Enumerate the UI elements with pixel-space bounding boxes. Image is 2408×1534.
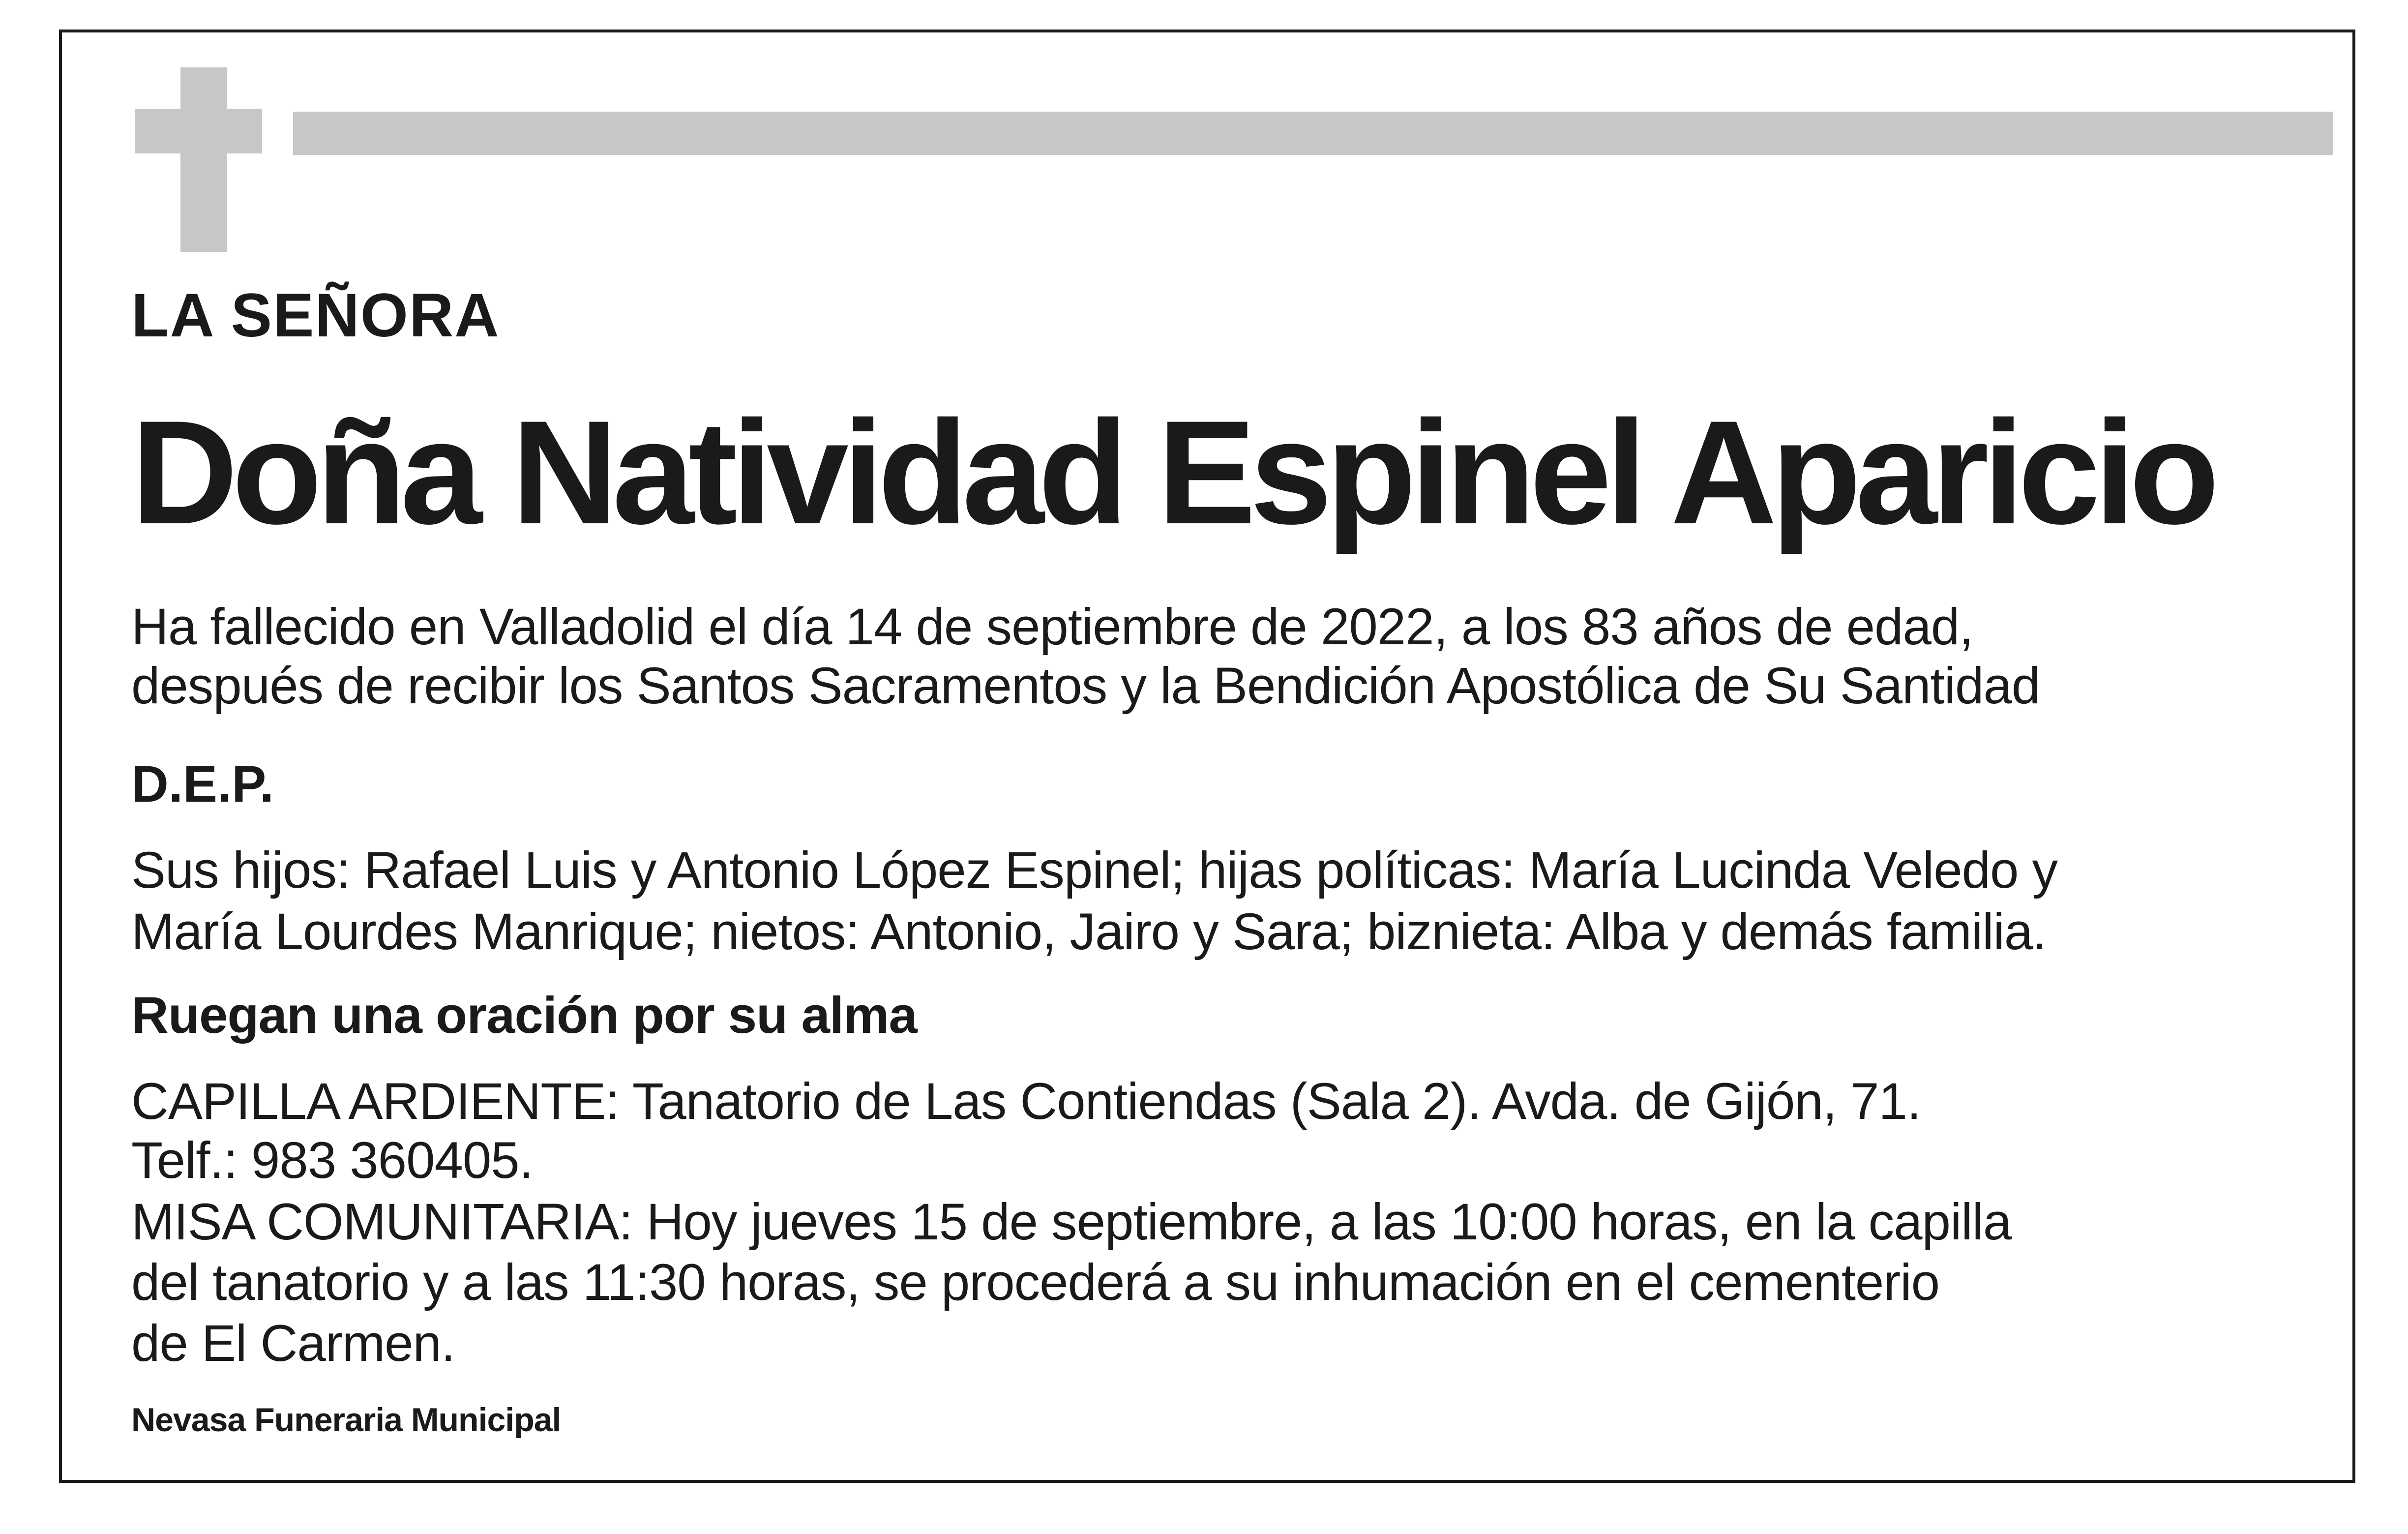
deceased-name: Doña Natividad Espinel Aparicio (131, 390, 2214, 555)
prayer-request: Ruegan una oración por su alma (131, 987, 917, 1044)
honorific-label: LA SEÑORA (131, 281, 500, 350)
family-line-2: María Lourdes Manrique; nietos: Antonio, Jairo y Sara; biznieta: Alba y demás familia. (131, 903, 2047, 961)
announcement-line-2: después de recibir los Santos Sacramentos y la Bendición Apostólica de Su Santidad (131, 657, 2040, 715)
header-divider-bar (293, 112, 2333, 155)
service-line-1: CAPILLA ARDIENTE: Tanatorio de Las Contiendas (Sala 2). Avda. de Gijón, 71. (131, 1073, 1921, 1130)
rest-in-peace-label: D.E.P. (131, 755, 274, 813)
service-line-2: Telf.: 983 360405. (131, 1132, 533, 1189)
service-line-4: del tanatorio y a las 11:30 horas, se procederá a su inhumación en el cementerio (131, 1254, 1939, 1311)
cross-icon (180, 67, 227, 252)
service-line-5: de El Carmen. (131, 1315, 455, 1372)
announcement-line-1: Ha fallecido en Valladolid el día 14 de septiembre de 2022, a los 83 años de edad, (131, 598, 1973, 656)
funeral-home-credit: Nevasa Funeraria Municipal (131, 1401, 561, 1439)
cross-icon-arm (135, 109, 262, 153)
family-line-1: Sus hijos: Rafael Luis y Antonio López Espinel; hijas políticas: María Lucinda Veledo y (131, 842, 2058, 899)
service-line-3: MISA COMUNITARIA: Hoy jueves 15 de septiembre, a las 10:00 horas, en la capilla (131, 1193, 2012, 1251)
